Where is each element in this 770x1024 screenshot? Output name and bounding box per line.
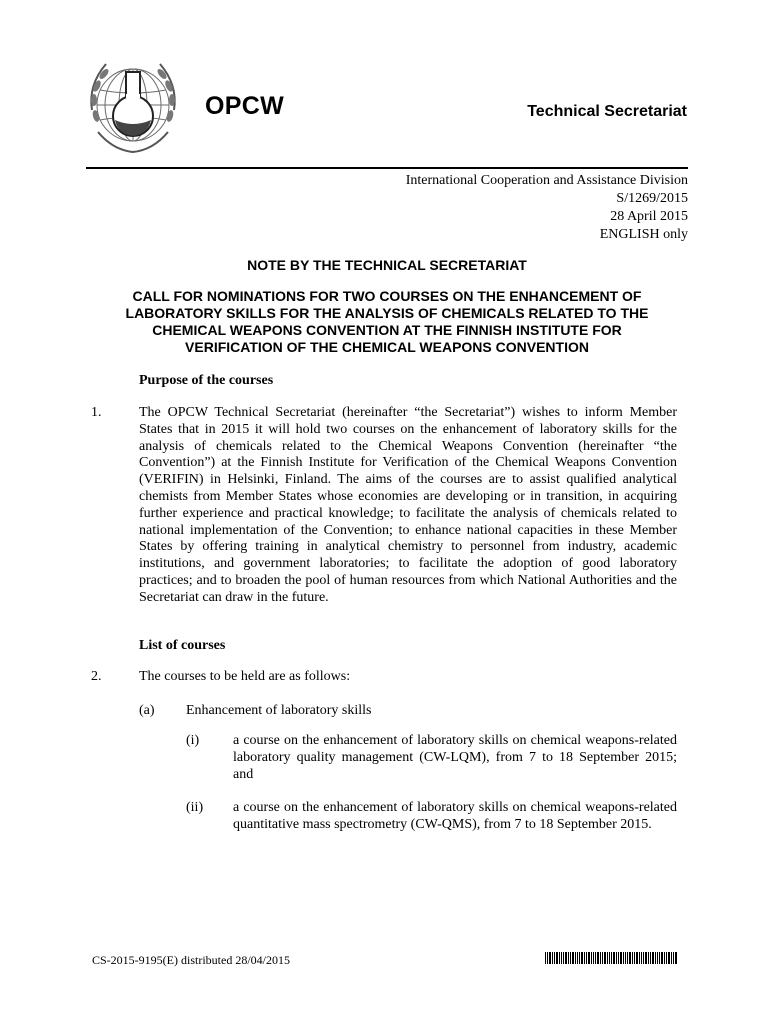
item-a-text: Enhancement of laboratory skills (186, 703, 372, 718)
note-title: NOTE BY THE TECHNICAL SECRETARIAT (247, 257, 527, 273)
secretariat-label: Technical Secretariat (527, 103, 687, 120)
item-ii-label: (ii) (186, 800, 204, 815)
document-date: 28 April 2015 (610, 209, 688, 224)
item-i-text: a course on the enhancement of laboratory skills on chemical weapons-related laboratory quality management (CW-LQM), from 7 to 18 September 2015; and (233, 733, 677, 782)
header-rule (86, 167, 688, 169)
org-name: OPCW (205, 92, 284, 120)
main-title-line: CALL FOR NOMINATIONS FOR TWO COURSES ON THE ENHANCEMENT OF (132, 288, 642, 304)
purpose-heading: Purpose of the courses (139, 373, 274, 388)
distribution-note: CS-2015-9195(E) distributed 28/04/2015 (92, 953, 290, 967)
paragraph-2: The courses to be held are as follows: (139, 669, 351, 684)
division: International Cooperation and Assistance Division (405, 173, 688, 188)
paragraph-number: 1. (91, 405, 102, 420)
main-title-line: LABORATORY SKILLS FOR THE ANALYSIS OF CHEMICALS RELATED TO THE (125, 305, 649, 321)
list-heading: List of courses (139, 638, 226, 653)
language-note: ENGLISH only (599, 227, 688, 242)
paragraph-number: 2. (91, 669, 102, 684)
item-ii-text: a course on the enhancement of laboratory skills on chemical weapons-related quantitative mass spectrometry (CW-QMS), from 7 to 18 September 2015. (233, 800, 677, 832)
item-i-label: (i) (186, 733, 200, 748)
main-title (86, 288, 688, 356)
document-meta (406, 172, 688, 244)
barcode-image (545, 952, 677, 964)
paragraph-1: The OPCW Technical Secretariat (hereinafter “the Secretariat”) wishes to inform Member States that in 2015 it will hold two courses on the enhancement of laboratory skills for the analysis of chemicals related to the Chemical Weapons Convention (hereinafter “the Convention”) at the Finnish Institute for Verification of the Chemical Weapons Convention (VERIFIN) in Helsinki, Finland. The aims of the courses are to assist qualified analytical chemists from Member States whose economies are developing or in transition, in acquiring further experience and practical knowledge; to facilitate the analysis of chemicals related to national implementation of the Convention; to enhance national capacities in these Member States by offering training in analytical chemistry to personnel from industry, academic institutions, and government laboratories; to facilitate the adoption of good laboratory practices; and to broaden the pool of human resources from which National Authorities and the Secretariat can draw in the future. (139, 405, 677, 605)
document-number: S/1269/2015 (616, 191, 688, 206)
opcw-logo (78, 50, 188, 160)
main-title-line: CHEMICAL WEAPONS CONVENTION AT THE FINNISH INSTITUTE FOR (152, 322, 622, 338)
item-a-label: (a) (139, 703, 155, 718)
main-title-line: VERIFICATION OF THE CHEMICAL WEAPONS CONVENTION (185, 339, 589, 355)
